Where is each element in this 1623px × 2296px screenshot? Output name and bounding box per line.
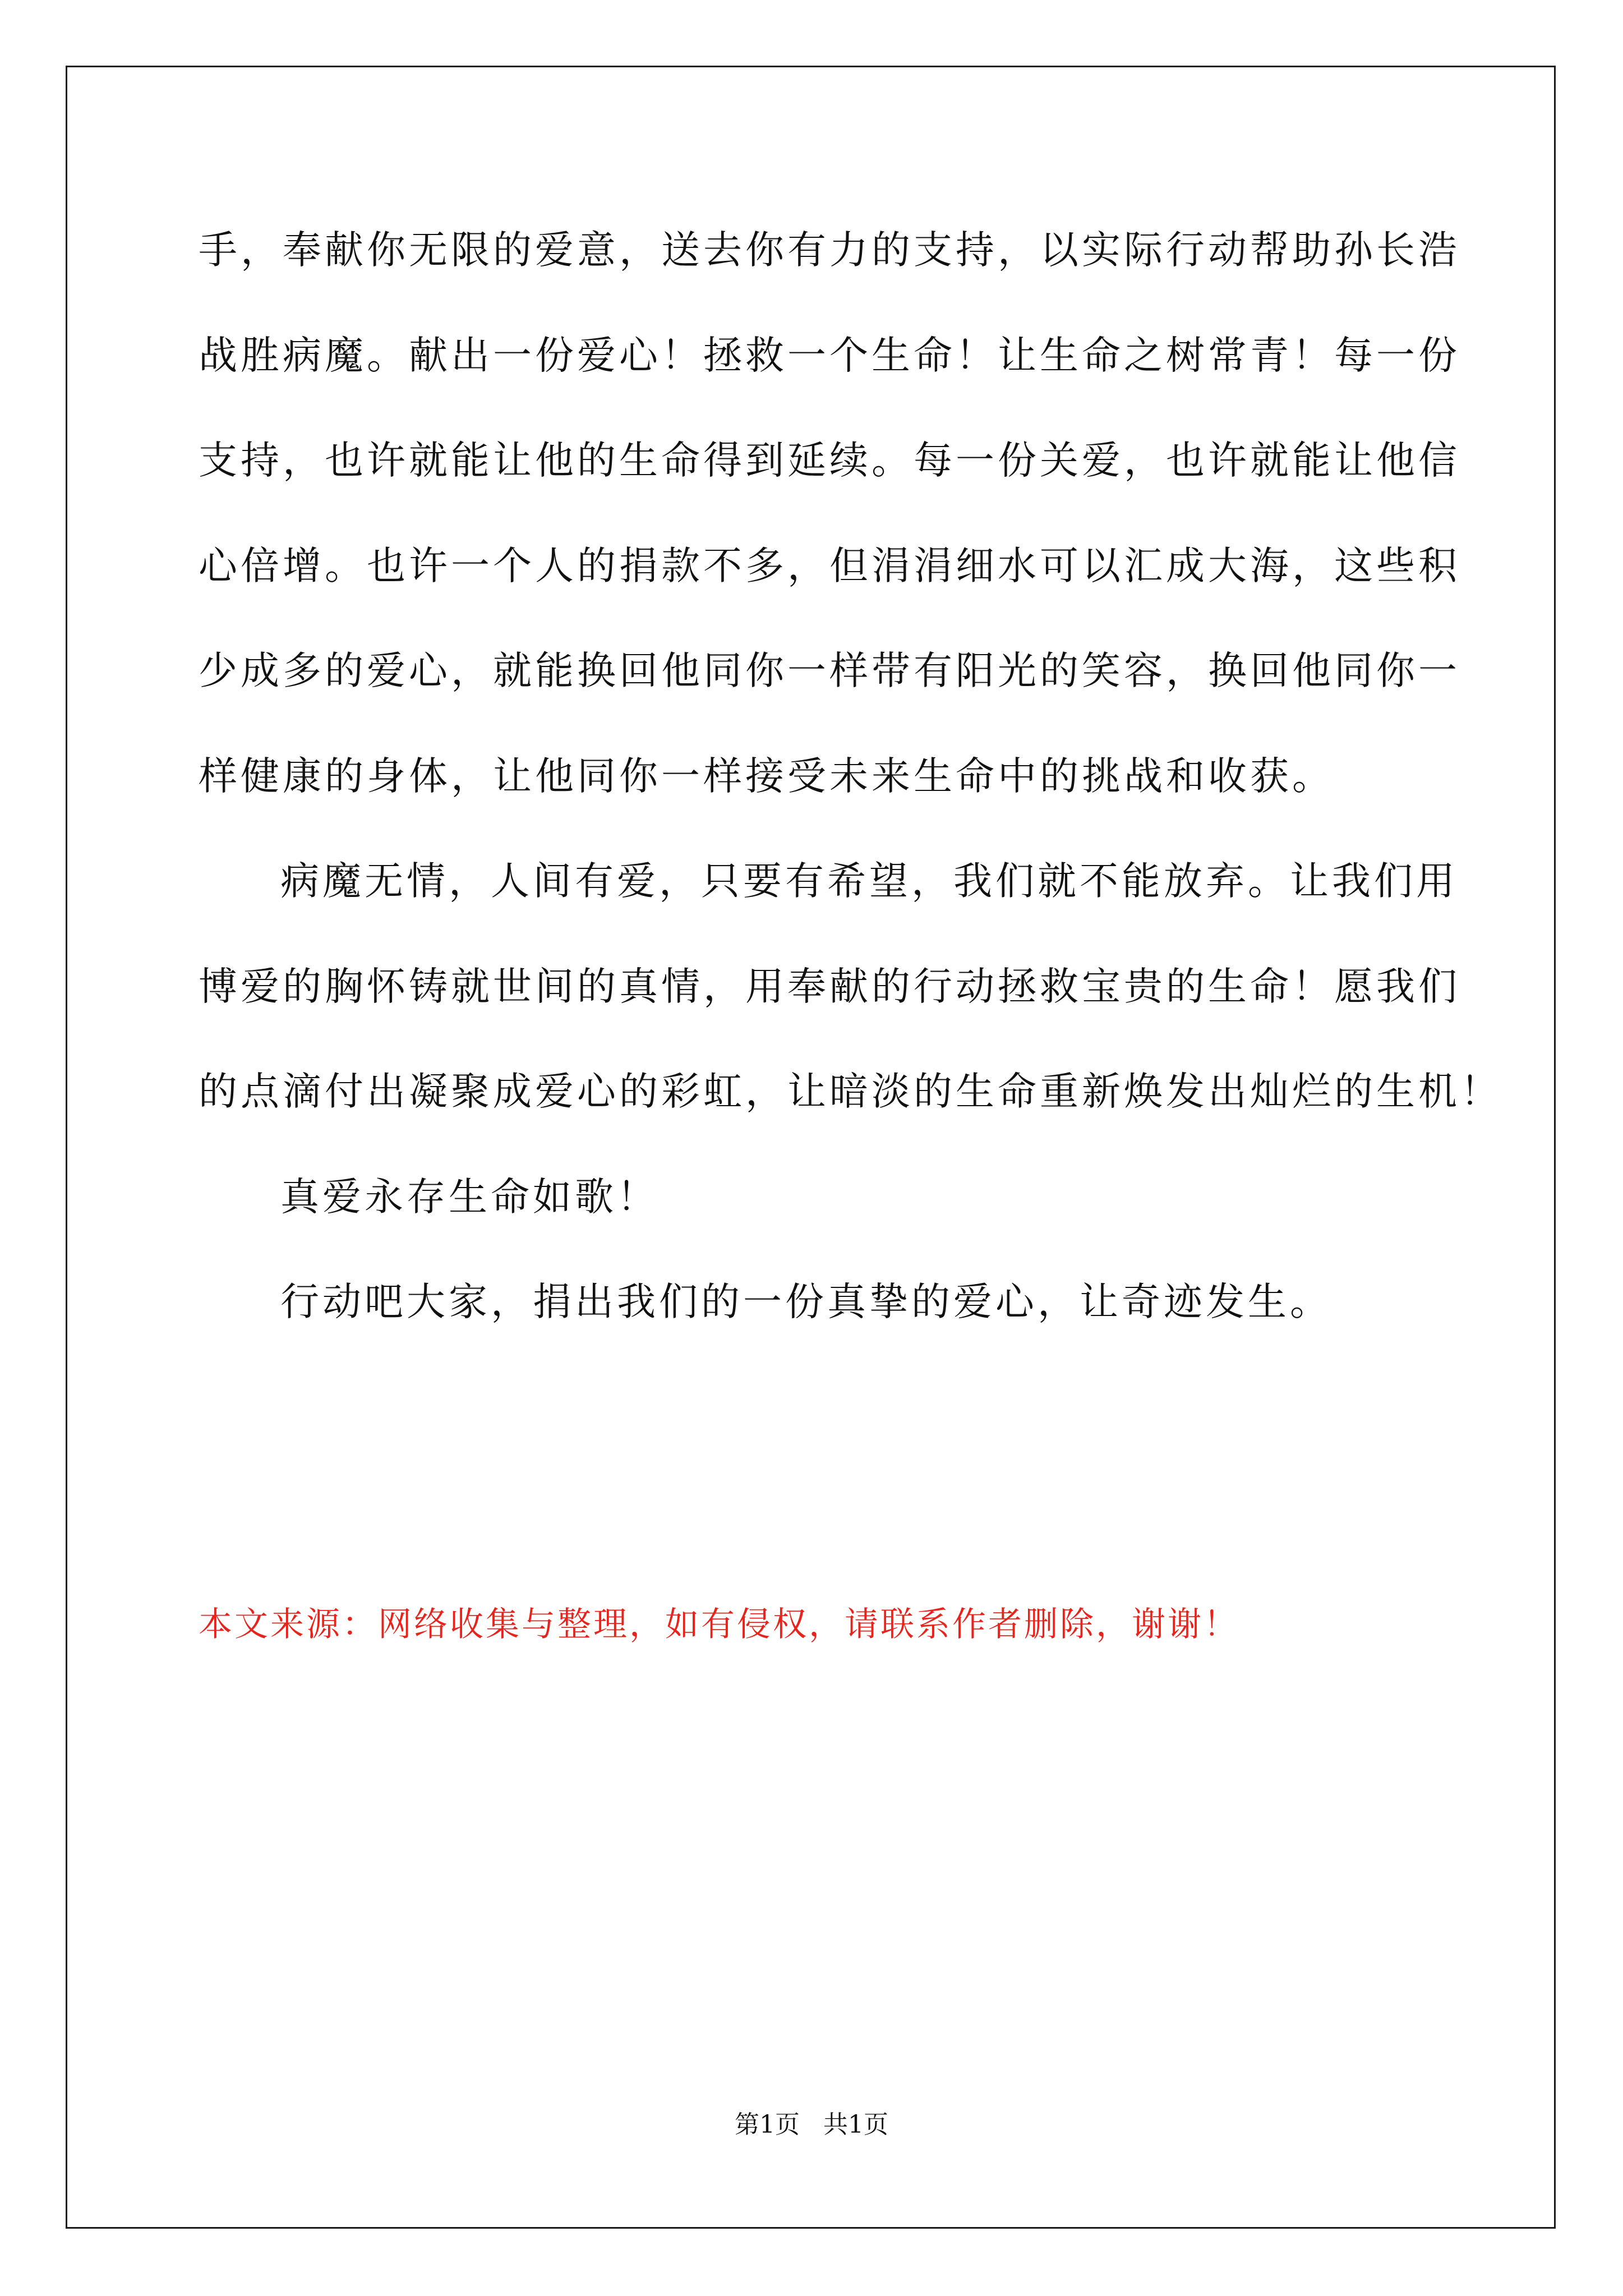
text-line: 支持，也许就能让他的生命得到延续。每一份关爱，也许就能让他信	[199, 438, 1460, 483]
text-line: 真爱永存生命如歌！	[280, 1175, 659, 1220]
text-line: 的点滴付出凝聚成爱心的彩虹，让暗淡的生命重新焕发出灿烂的生机！	[199, 1069, 1502, 1114]
page-border	[66, 66, 1556, 2229]
text-line: 少成多的爱心，就能换回他同你一样带有阳光的笑容，换回他同你一	[199, 648, 1460, 693]
page-number-footer: 第1页 共1页	[735, 2110, 888, 2139]
text-line: 样健康的身体，让他同你一样接受未来生命中的挑战和收获。	[199, 754, 1334, 799]
text-line: 手，奉献你无限的爱意，送去你有力的支持，以实际行动帮助孙长浩	[199, 228, 1460, 273]
text-line: 心倍增。也许一个人的捐款不多，但涓涓细水可以汇成大海，这些积	[199, 544, 1460, 588]
text-line: 战胜病魔。献出一份爱心！拯救一个生命！让生命之树常青！每一份	[199, 333, 1460, 378]
text-line: 病魔无情，人间有爱，只要有希望，我们就不能放弃。让我们用	[280, 859, 1458, 904]
text-line: 行动吧大家，捐出我们的一份真挚的爱心，让奇迹发生。	[280, 1280, 1332, 1324]
source-note: 本文来源：网络收集与整理，如有侵权，请联系作者删除，谢谢！	[199, 1605, 1239, 1644]
text-line: 博爱的胸怀铸就世间的真情，用奉献的行动拯救宝贵的生命！愿我们	[199, 964, 1460, 1009]
